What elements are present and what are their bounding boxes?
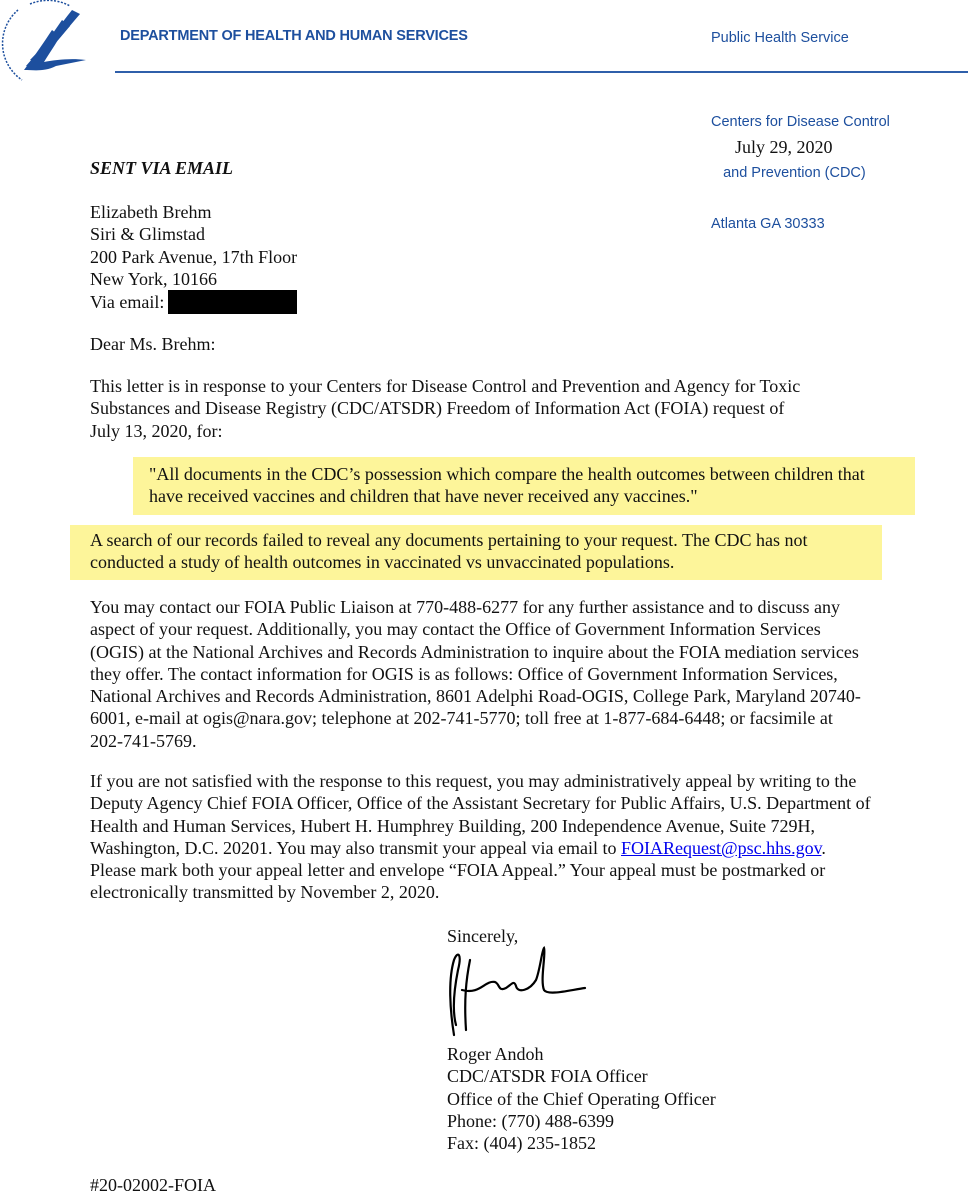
foia-appeal-email-link[interactable]: FOIARequest@psc.hhs.gov	[621, 837, 822, 858]
signer-line: Phone: (770) 488-6399	[447, 1110, 614, 1131]
intro-line: This letter is in response to your Centers for Disease Control and Prevention and Agency for Toxic	[90, 376, 801, 396]
department-name: DEPARTMENT OF HEALTH AND HUMAN SERVICES	[120, 28, 468, 44]
contact-line: aspect of your request. Additionally, you may contact the Office of Government Information Services	[90, 619, 821, 640]
appeal-line: electronically transmitted by November 2, 2020.	[90, 882, 440, 903]
appeal-line: Please mark both your appeal letter and envelope “FOIA Appeal.” Your appeal must be postmarked or	[90, 860, 826, 881]
closing: Sincerely,	[447, 926, 519, 946]
signer-line: Roger Andoh	[447, 1044, 544, 1064]
quote-line: have received vaccines and children that have never received any vaccines."	[149, 486, 698, 507]
finding-line: A search of our records failed to reveal any documents pertaining to your request. The CDC has not	[90, 530, 808, 550]
contact-line: You may contact our FOIA Public Liaison at 770-488-6277 for any further assistance and to discuss any	[90, 597, 841, 617]
recipient-line: 200 Park Avenue, 17th Floor	[90, 246, 298, 267]
contact-line: National Archives and Records Administration, 8601 Adelphi Road-OGIS, College Park, Maryland 20740-	[90, 686, 861, 707]
highlighted-finding	[70, 525, 882, 580]
appeal-text: Washington, D.C. 20201. You may also transmit your appeal via email to	[90, 837, 621, 858]
recipient-line: Elizabeth Brehm	[90, 202, 212, 222]
intro-line: Substances and Disease Registry (CDC/ATSDR) Freedom of Information Act (FOIA) request of	[90, 398, 785, 419]
appeal-paragraph	[90, 770, 871, 904]
appeal-line: If you are not satisfied with the response to this request, you may administratively appeal by writing to the	[90, 771, 857, 791]
recipient-line: Siri & Glimstad	[90, 224, 206, 245]
finding-line-group	[70, 525, 882, 574]
appeal-line	[90, 837, 871, 859]
intro-line: July 13, 2020, for:	[90, 420, 223, 441]
letter-date: July 29, 2020	[735, 137, 833, 157]
agency-line: Atlanta GA 30333	[711, 216, 825, 232]
recipient-line: New York, 10166	[90, 268, 218, 289]
appeal-line: Deputy Agency Chief FOIA Officer, Office of the Assistant Secretary for Public Affairs, U.S. Department of	[90, 793, 871, 814]
contact-paragraph	[90, 596, 861, 752]
intro-paragraph	[90, 375, 800, 442]
agency-line: Centers for Disease Control	[711, 114, 890, 130]
hhs-seal-logo	[0, 0, 100, 88]
signer-block	[447, 1043, 716, 1154]
agency-address	[711, 80, 890, 267]
public-health-service: Public Health Service	[711, 30, 849, 46]
signer-line: Fax: (404) 235-1852	[447, 1133, 596, 1154]
quote-line: "All documents in the CDC’s possession which compare the health outcomes between children that	[149, 464, 865, 484]
signer-line: Office of the Chief Operating Officer	[447, 1088, 716, 1109]
appeal-line-group	[90, 770, 871, 837]
signature	[440, 940, 590, 1040]
header-rule	[115, 71, 968, 73]
salutation: Dear Ms. Brehm:	[90, 334, 216, 354]
sent-via-email: SENT VIA EMAIL	[90, 158, 234, 178]
appeal-text: .	[821, 837, 826, 858]
contact-line: they offer. The contact information for OGIS is as follows: Office of Government Information Services,	[90, 663, 838, 684]
quote-line-group	[133, 457, 915, 508]
email-label: Via email:	[90, 292, 165, 313]
signer-line: CDC/ATSDR FOIA Officer	[447, 1066, 648, 1087]
finding-line: conducted a study of health outcomes in vaccinated vs unvaccinated populations.	[90, 552, 675, 573]
recipient-line-group	[90, 201, 297, 290]
contact-line: 202-741-5769.	[90, 730, 197, 751]
appeal-line: Health and Human Services, Hubert H. Humphrey Building, 200 Independence Avenue, Suite 729H,	[90, 815, 816, 836]
recipient-email-line	[90, 290, 297, 314]
redacted-email	[168, 290, 297, 314]
recipient-address	[90, 201, 297, 314]
agency-line: and Prevention (CDC)	[711, 165, 866, 181]
contact-line: 6001, e-mail at ogis@nara.gov; telephone at 202-741-5770; toll free at 1-877-684-6448; or facsimile at	[90, 708, 833, 729]
highlighted-request-quote	[133, 457, 915, 515]
reference-number: #20-02002-FOIA	[90, 1175, 216, 1195]
contact-line: (OGIS) at the National Archives and Records Administration to inquire about the FOIA mediation services	[90, 641, 859, 662]
appeal-line-group	[90, 859, 871, 904]
